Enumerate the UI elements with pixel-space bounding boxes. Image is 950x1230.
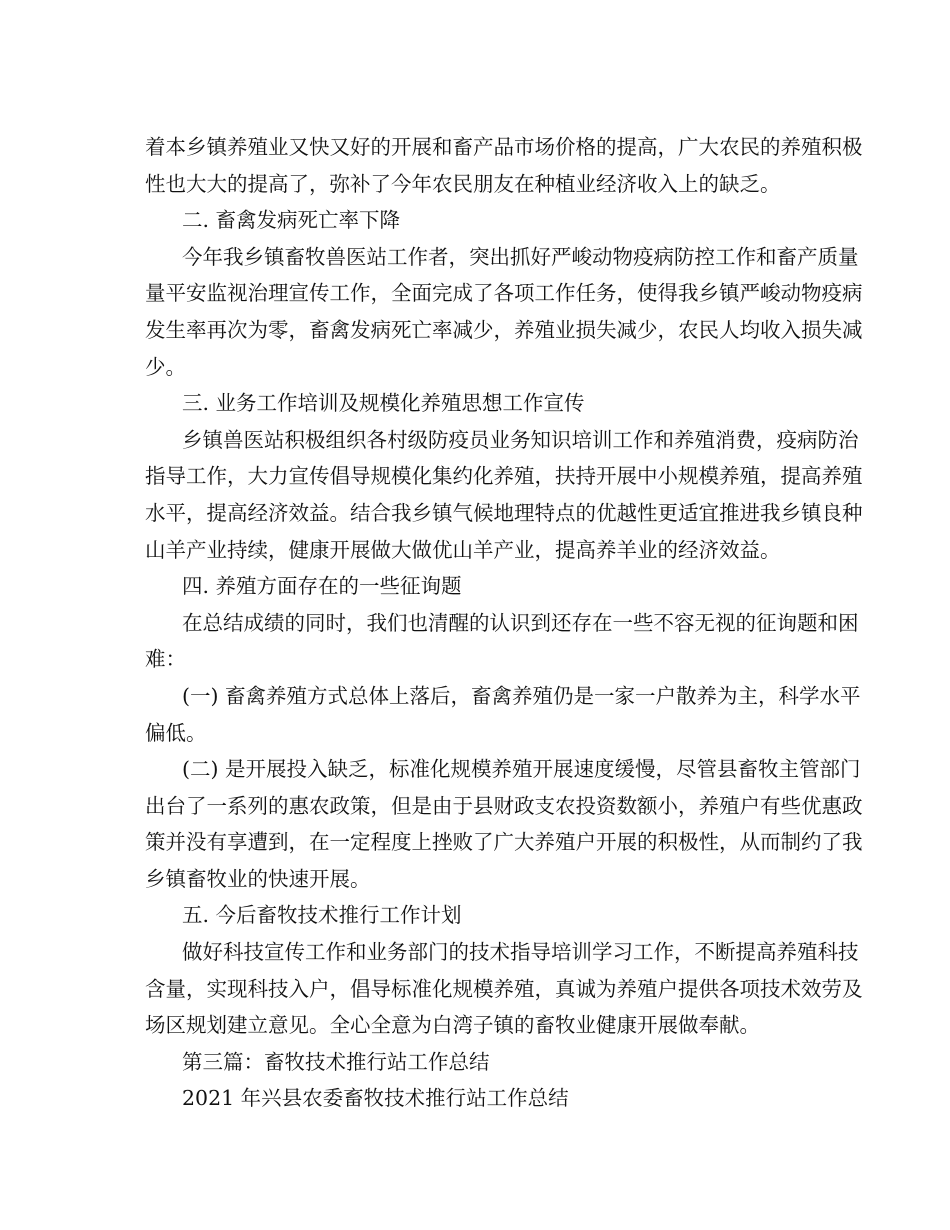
text-line: 五. 今后畜牧技术推行工作计划 bbox=[182, 903, 462, 928]
text-line: 量平安监视治理宣传工作，全面完成了各项工作任务，使得我乡镇严峻动物疫病 bbox=[145, 281, 863, 306]
text-line: (一) 畜禽养殖方式总体上落后，畜禽养殖仍是一家一户散养为主，科学水平 bbox=[182, 683, 861, 708]
text-line: 偏低。 bbox=[145, 720, 207, 745]
text-line: 在总结成绩的同时，我们也清醒的认识到还存在一些不容无视的征询题和困 bbox=[182, 610, 859, 635]
document-body bbox=[145, 129, 863, 1117]
text-line: 性也大大的提高了，弥补了今年农民朋友在种植业经济收入上的缺乏。 bbox=[145, 171, 781, 196]
text-line: 第三篇：畜牧技术推行站工作总结 bbox=[182, 1049, 490, 1074]
text-line: 四. 养殖方面存在的一些征询题 bbox=[182, 574, 462, 599]
text-line: 乡镇兽医站积极组织各村级防疫员业务知识培训工作和养殖消费，疫病防治 bbox=[182, 427, 859, 452]
text-line: 2021 年兴县农委畜牧技术推行站工作总结 bbox=[182, 1086, 569, 1111]
text-line: 做好科技宣传工作和业务部门的技术指导培训学习工作，不断提高养殖科技 bbox=[182, 940, 859, 965]
text-line: 发生率再次为零，畜禽发病死亡率减少，养殖业损失减少，农民人均收入损失减 bbox=[145, 317, 863, 342]
text-line: 山羊产业持续，健康开展做大做优山羊产业，提高养羊业的经济效益。 bbox=[145, 537, 781, 562]
text-line: 三. 业务工作培训及规模化养殖思想工作宣传 bbox=[182, 391, 585, 416]
text-line: 乡镇畜牧业的快速开展。 bbox=[145, 866, 371, 891]
text-line: 策并没有享遭到，在一定程度上挫败了广大养殖户开展的积极性，从而制约了我 bbox=[145, 830, 863, 855]
text-line: (二) 是开展投入缺乏，标准化规模养殖开展速度缓慢，尽管县畜牧主管部门 bbox=[182, 757, 861, 782]
text-line: 难： bbox=[145, 647, 186, 672]
text-line: 二. 畜禽发病死亡率下降 bbox=[182, 208, 401, 233]
text-line: 指导工作，大力宣传倡导规模化集约化养殖，扶持开展中小规模养殖，提高养殖 bbox=[145, 464, 863, 489]
text-line: 今年我乡镇畜牧兽医站工作者，突出抓好严峻动物疫病防控工作和畜产质量 bbox=[182, 244, 859, 269]
text-line: 含量，实现科技入户，倡导标准化规模养殖，真诚为养殖户提供各项技术效劳及 bbox=[145, 976, 863, 1001]
text-line: 出台了一系列的惠农政策，但是由于县财政支农投资数额小，养殖户有些优惠政 bbox=[145, 793, 863, 818]
text-line: 水平，提高经济效益。结合我乡镇气候地理特点的优越性更适宜推进我乡镇良种 bbox=[145, 500, 863, 525]
text-line: 场区规划建立意见。全心全意为白湾子镇的畜牧业健康开展做奉献。 bbox=[145, 1013, 760, 1038]
text-line: 着本乡镇养殖业又快又好的开展和畜产品市场价格的提高，广大农民的养殖积极 bbox=[145, 135, 863, 159]
text-line: 少。 bbox=[145, 354, 186, 379]
